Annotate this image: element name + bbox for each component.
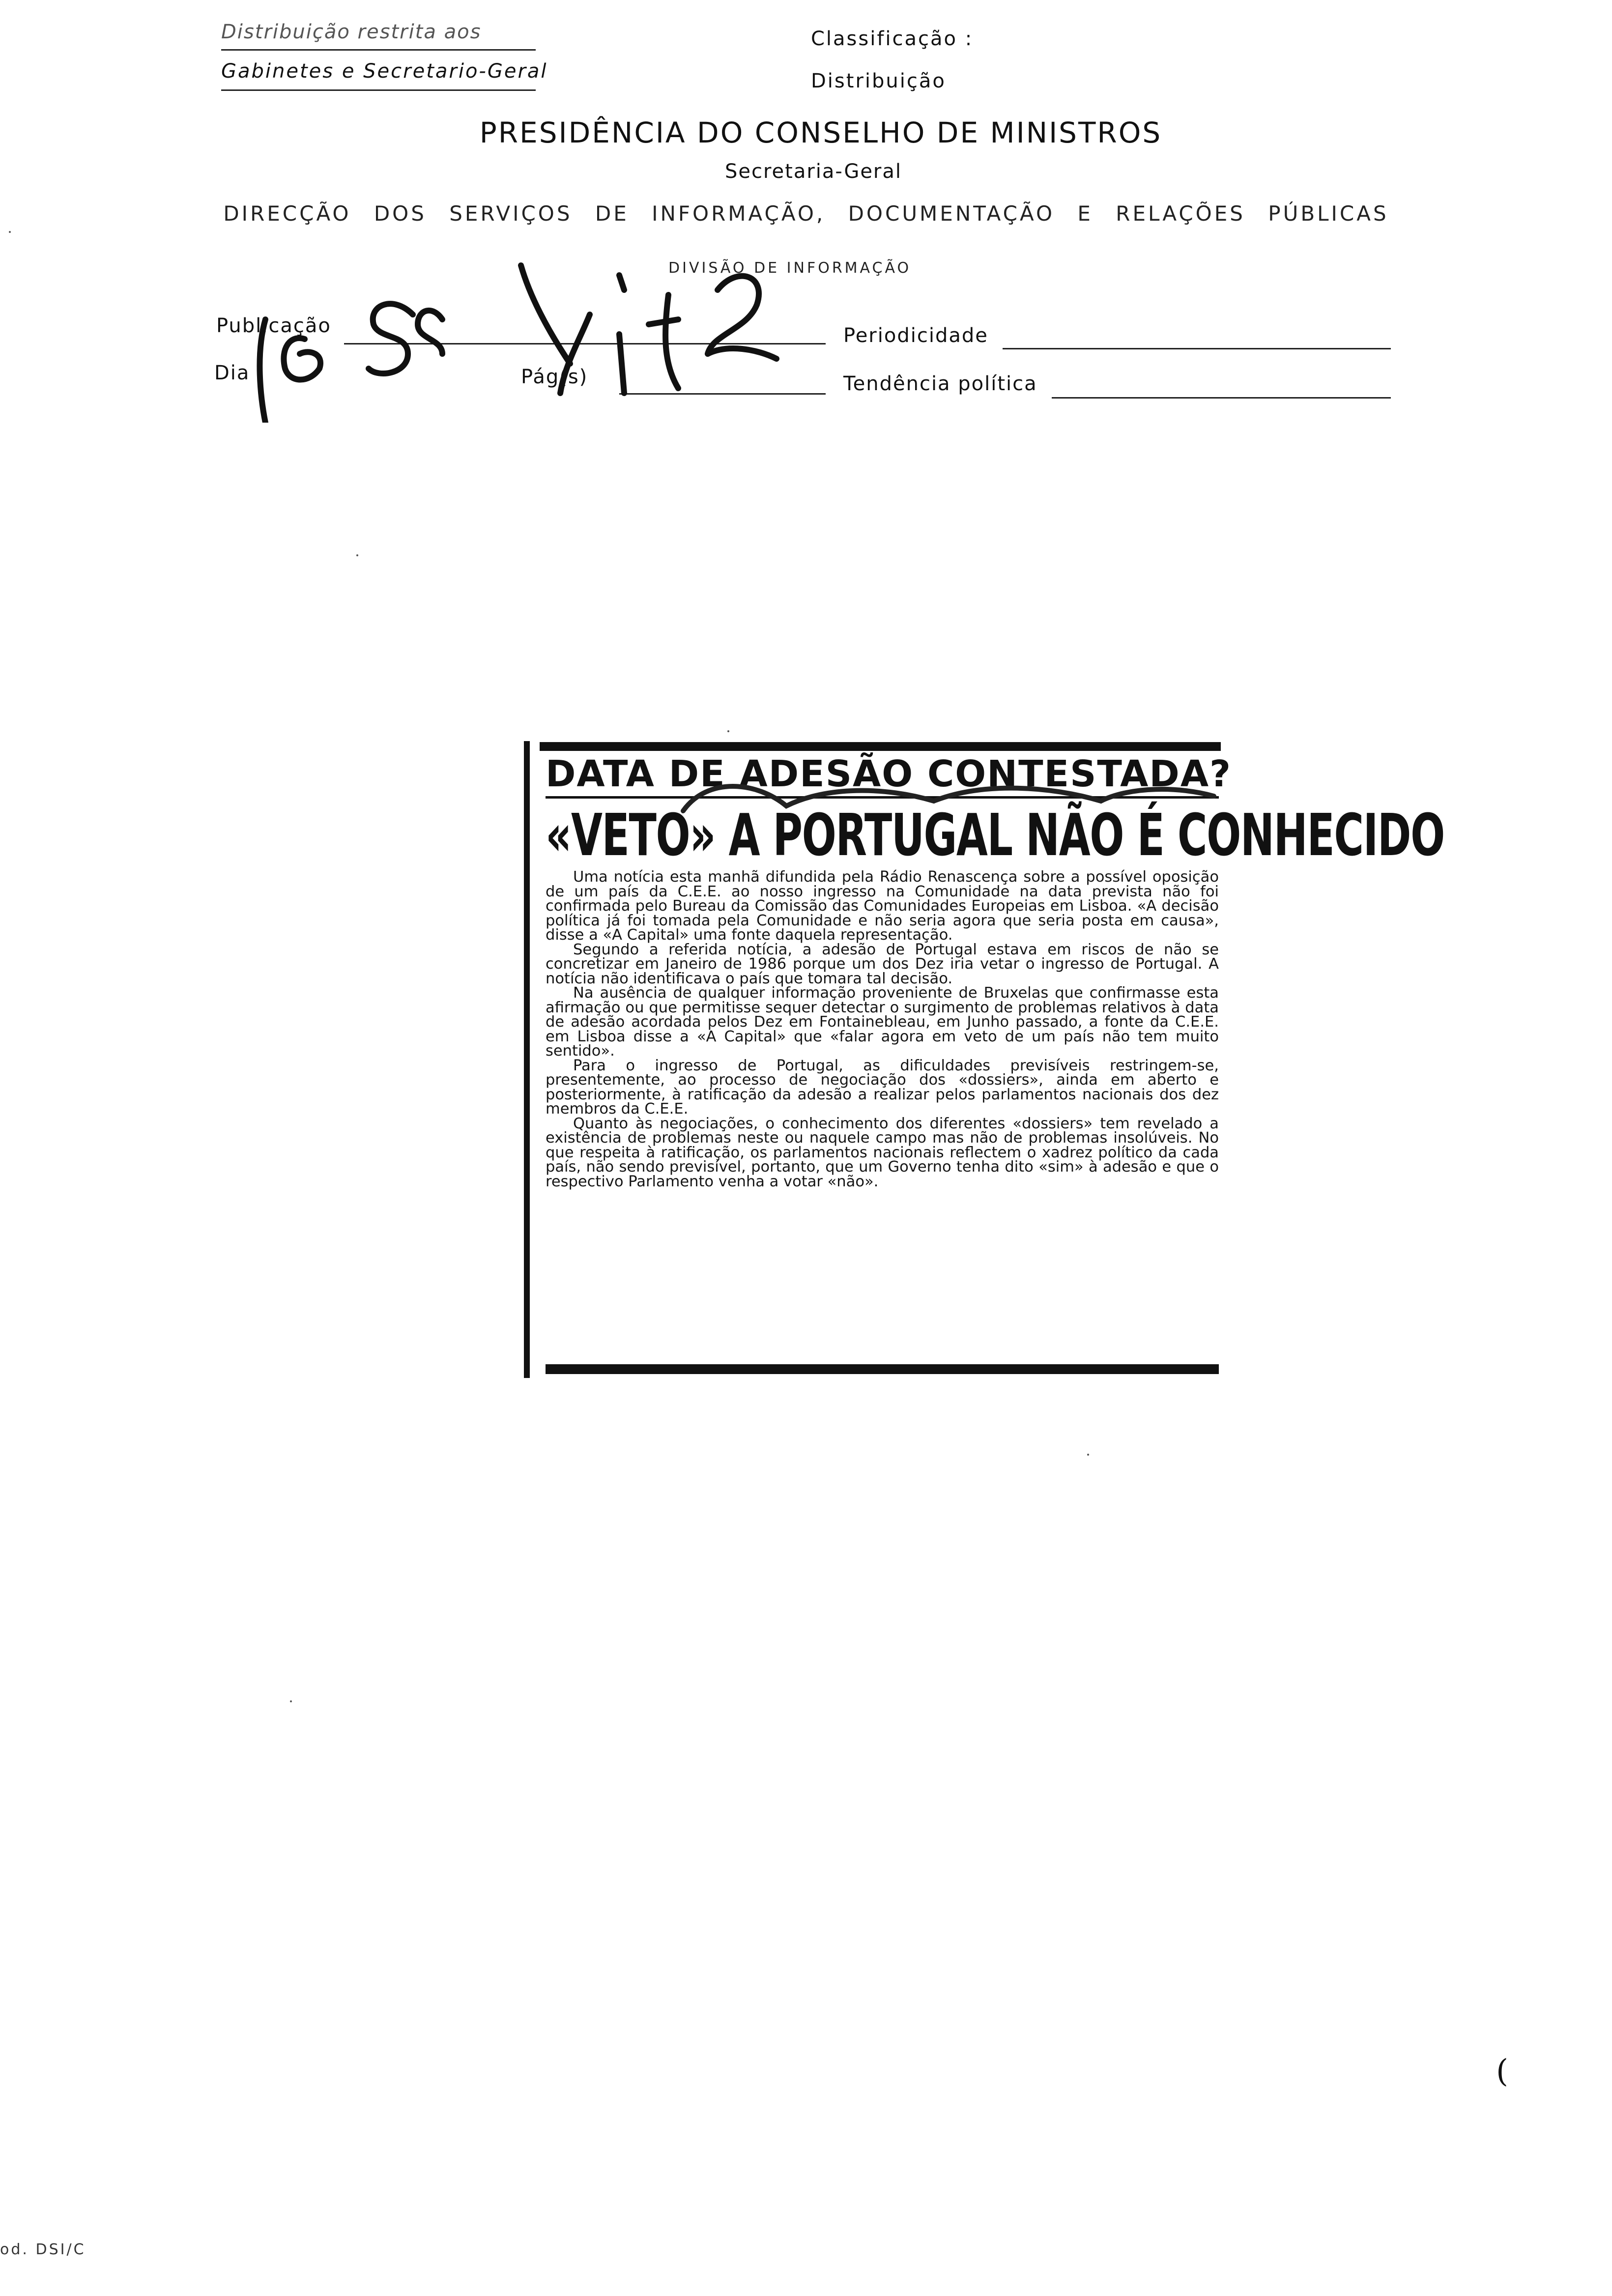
clipping-border-left xyxy=(524,741,530,1378)
scan-speck xyxy=(9,231,11,233)
periodicity-line xyxy=(1003,348,1391,349)
scan-speck xyxy=(727,730,729,732)
political-tendency-line xyxy=(1052,397,1391,399)
distribution-label: Distribuição xyxy=(811,70,946,92)
scan-speck xyxy=(290,1700,292,1702)
clipping-border-bottom xyxy=(546,1364,1219,1374)
periodicity-label: Periodicidade xyxy=(843,324,988,347)
ministry-title: PRESIDÊNCIA DO CONSELHO DE MINISTROS xyxy=(479,116,1162,149)
day-label: Dia xyxy=(214,362,250,384)
handwritten-annotation xyxy=(246,256,865,423)
pages-label: Pág(s) xyxy=(521,366,588,388)
handwritten-stamp-annotation xyxy=(678,767,1219,831)
divider xyxy=(221,49,536,51)
clipping-border-top xyxy=(540,742,1221,751)
scan-speck xyxy=(356,554,358,556)
scan-speck xyxy=(1087,1454,1089,1456)
political-tendency-label: Tendência política xyxy=(843,373,1037,395)
article-paragraph: Para o ingresso de Portugal, as dificuldades previsíveis restringem-se, presentemente, ao processo de negociação dos «dossiers», ainda em aberto e posteriormente, à ratificação da adesão a realizar pelos parlamentos nacionais dos dez membros da C.E.E. xyxy=(546,1057,1219,1118)
publication-label: Publicação xyxy=(216,315,331,337)
stray-bracket-mark: ( xyxy=(1496,2053,1508,2090)
article-paragraph: Na ausência de qualquer informação proveniente de Bruxelas que confirmasse esta afirmação ou que permitisse sequer detectar o surgimento de problemas relativos à data de adesão acordada pelos Dez em Fontainebleau, em Junho passado, a fonte da C.E.E. em Lisboa disse a «A Capital» que «falar agora em veto de um país não tem muito sentido». xyxy=(546,984,1219,1060)
divider xyxy=(221,89,536,91)
form-code: od. DSI/C xyxy=(0,2241,86,2258)
distribution-restricted-note: Distribuição restrita aos xyxy=(221,21,482,43)
division-title: DIVISÃO DE INFORMAÇÃO xyxy=(668,259,912,277)
article-paragraph: Quanto às negociações, o conhecimento dos diferentes «dossiers» tem revelado a existência de problemas neste ou naquele campo mas não de problemas insolúveis. No que respeita à ratificação, os parlamentos nacionais reflectem o xadrez político da cada país, não sendo previsível, portanto, que um Governo tenha dito «sim» à adesão e que o respectivo Parlamento venha a votar «não». xyxy=(546,1115,1219,1190)
article-paragraph: Segundo a referida notícia, a adesão de Portugal estava em riscos de não se concretizar em Janeiro de 1986 porque um dos Dez iria vetar o ingresso de Portugal. A notícia não identificava o país que tomara tal decisão. xyxy=(546,941,1219,987)
cabinets-note: Gabinetes e Secretario-Geral xyxy=(221,60,548,83)
secretariat-title: Secretaria-Geral xyxy=(724,160,902,183)
clipping-kicker: DATA DE ADESÃO CONTESTADA? xyxy=(546,753,1232,795)
classification-label: Classificação : xyxy=(811,28,974,50)
article-paragraph: Uma notícia esta manhã difundida pela Rádio Renascença sobre a possível oposição de um país da C.E.E. ao nosso ingresso na Comunidade na data prevista não foi confirmada pelo Bureau da Comissão das Comunidades Europeias em Lisboa. «A decisão política já foi tomada pela Comunidade e não seria agora que seria posta em causa», disse a «A Capital» uma fonte daquela representação. xyxy=(546,868,1219,944)
directorate-title: DIRECÇÃO DOS SERVIÇOS DE INFORMAÇÃO, DOCUMENTAÇÃO E RELAÇÕES PÚBLICAS xyxy=(223,201,1389,226)
clipping-body xyxy=(546,870,1219,1189)
clipping-headline: «VETO» A PORTUGAL NÃO É CONHECIDO xyxy=(546,801,1444,869)
